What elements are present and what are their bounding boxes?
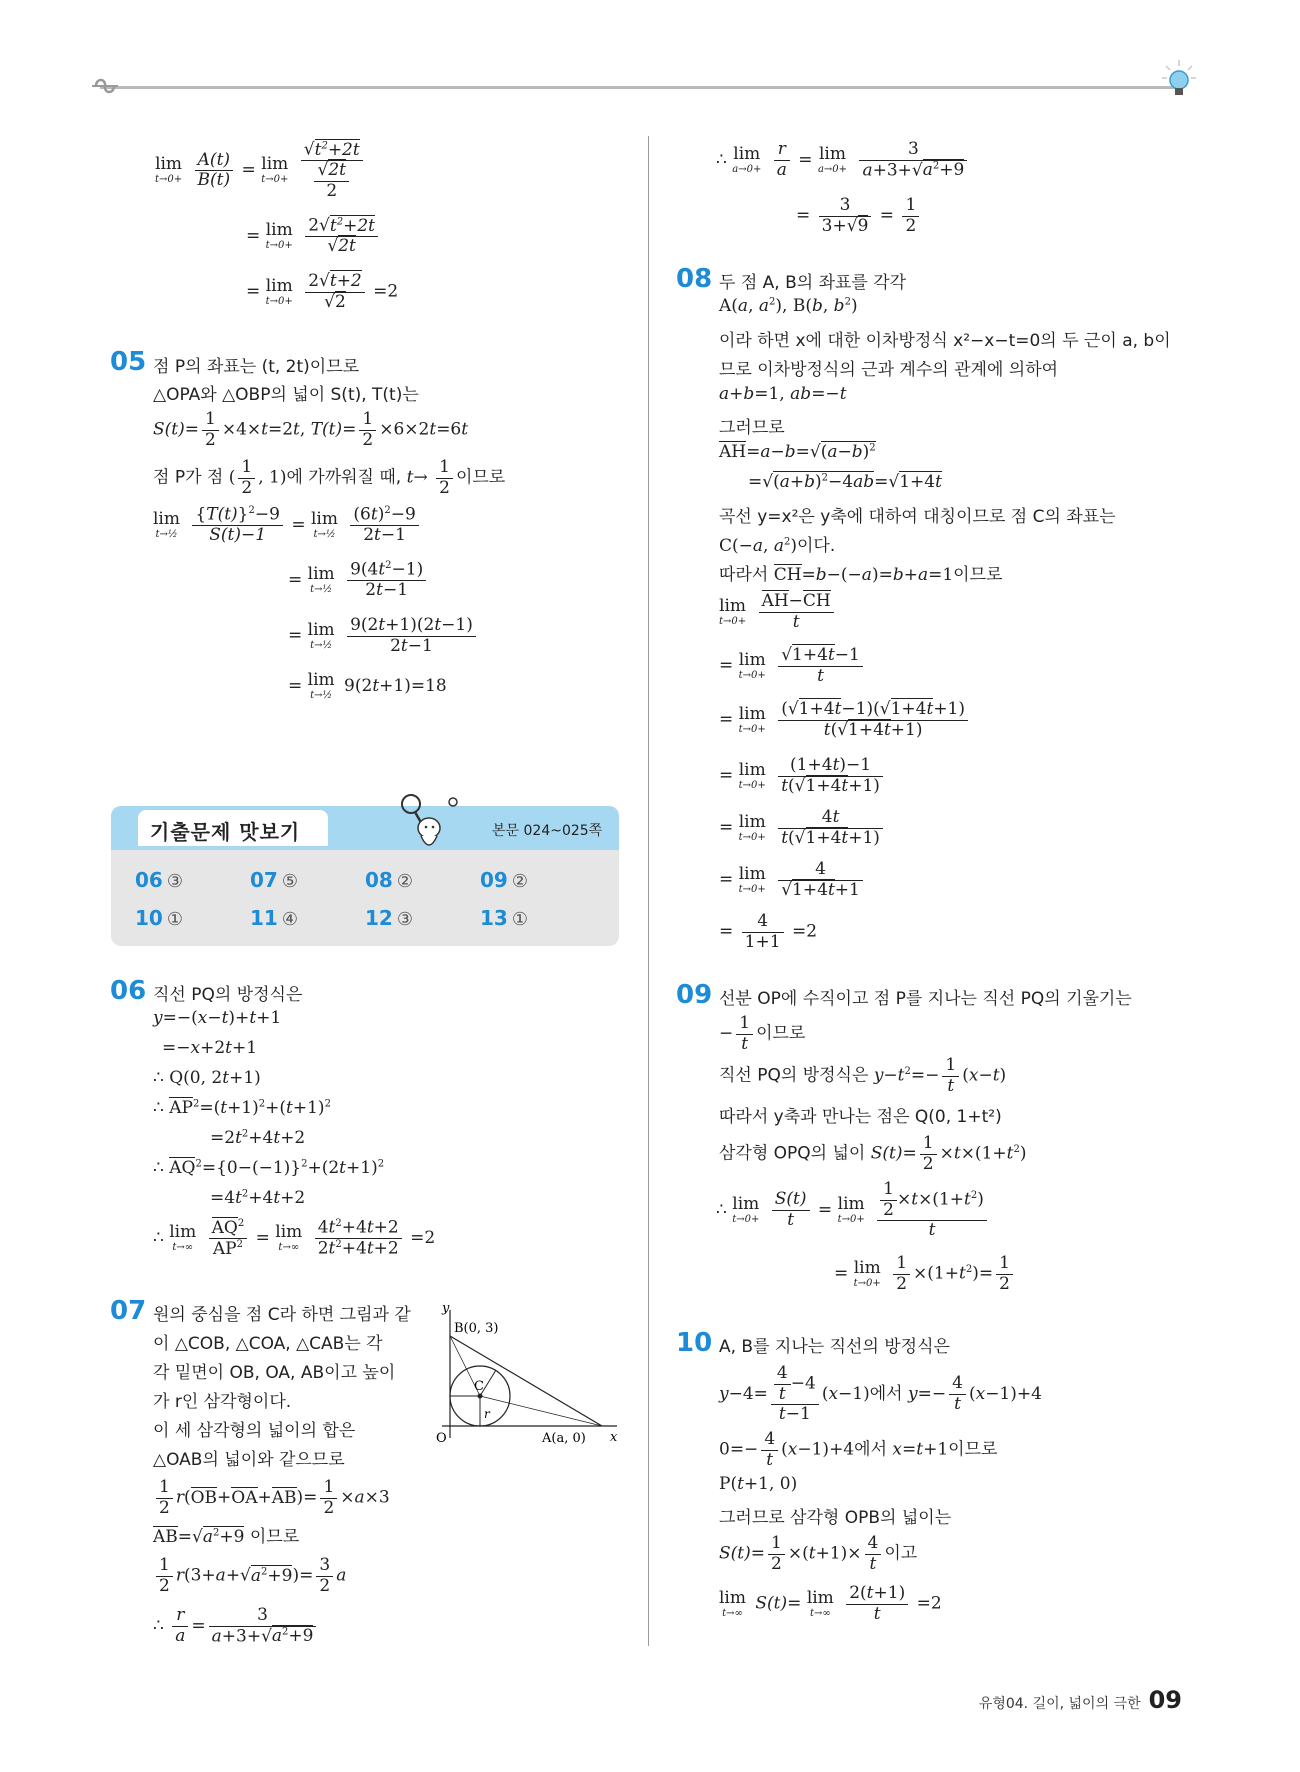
p07-text-2: 이 △COB, △COA, △CAB는 각 <box>153 1334 383 1354</box>
p06-eq-1: y=−(x−t)+t+1 <box>153 1008 282 1028</box>
lightbulb-icon <box>1162 60 1196 100</box>
p06-eq-4: ∴ $AP^2=(t+1)^2+(t+1)^2$ <box>153 1098 331 1118</box>
p08-lim-1: lim t→0+ $\frac{AH-CH}{t}$ <box>719 592 837 632</box>
p09-number: 09 <box>676 980 713 1010</box>
p08-text-4: 그러므로 <box>719 418 785 438</box>
p08-lim-4: = lim t→0+ $\frac{(1+4t)-1}{t(√1+4t+1)}$ <box>719 756 886 796</box>
p08-ch: 따라서 CH=b−(−a)=b+a=1이므로 <box>719 565 1003 585</box>
p09-line-eq: 직선 PQ의 방정식은 $y-t^2=-$ $\frac{1}{t}$ (x−t) <box>719 1055 1007 1096</box>
p07-cont-2: = $\frac{3}{3+√9}$ = $\frac{1}{2}$ <box>796 196 922 236</box>
mascot-tennis-icon <box>395 790 465 856</box>
p07-text-6: △OAB의 넓이와 같으므로 <box>153 1450 345 1470</box>
p06-eq-6: ∴ $AQ^2=\{0-(-1)\}^2+(2t+1)^2$ <box>153 1158 385 1178</box>
p08-lim-7: = $\frac{4}{1+1}$ =2 <box>719 911 818 952</box>
answer-box-title: 기출문제 맛보기 <box>150 820 301 844</box>
p08-text-1: 두 점 A, B의 좌표를 각각 <box>719 273 907 293</box>
p09-lim-1: ∴ lim t→0+ $\frac{S(t)}{t}$ = lim t→0+ $\frac{1}{2}$ $\times t\times(1+t^2)$ t <box>716 1180 990 1241</box>
p07-eq-2: $AB=√a^2+9$ 이므로 <box>153 1527 300 1547</box>
fig-b-label: B(0, 3) <box>454 1321 499 1336</box>
p05-lim-1: lim t→½ $\frac{\{T(t)\}^2-9}{S(t)-1}$ = lim t→½ $\frac{(6t)^2-9}{2t-1}$ <box>153 505 422 546</box>
p07-eq-3: $\frac{1}{2}$ $r(3+a+√a^2+9)=$ $\frac{3}{2}$ a <box>153 1556 346 1596</box>
p04-line2: = lim t→0+ $\frac{2√t^2+2t}{√2t}$ <box>246 216 381 257</box>
p10-intercept: 0=− $\frac{4}{t}$ (x−1)+4에서 x=t+1이므로 <box>719 1429 998 1470</box>
answer-07: 07 ⑤ <box>250 868 298 892</box>
p06-eq-2: =−x+2t+1 <box>162 1038 258 1058</box>
p08-lim-2: = lim t→0+ $\frac{√1+4t-1}{t}$ <box>719 646 866 686</box>
p09-lim-2: = lim t→0+ $\frac{1}{2}$ $\times(1+t^2)=$ $\frac{1}{2}$ <box>834 1254 1016 1294</box>
answer-09: 09 ② <box>480 868 528 892</box>
p08-lim-3: = lim t→0+ $\frac{(√1+4t-1)(√1+4t+1)}{t(√1+4t+1)}$ <box>719 700 971 740</box>
p06-eq-7: $=4t^2+4t+2$ <box>210 1188 306 1208</box>
p05-text-1: 점 P의 좌표는 (t, 2t)이므로 <box>153 357 360 377</box>
p05-lim-2: = lim t→½ $\frac{9(4t^2-1)}{2t-1}$ <box>288 560 429 601</box>
p06-number: 06 <box>110 976 147 1006</box>
p10-point-p: P(t+1, 0) <box>719 1474 798 1494</box>
p08-ah-1: $AH=a-b=√(a-b)^2$ <box>719 442 876 462</box>
p05-number: 05 <box>110 347 147 377</box>
p05-area-formula: S(t)= $\frac{1}{2}$ ×4×t=2t, T(t)= $\frac{1}{2}$ ×6×2t=6t <box>153 409 469 450</box>
p07-text-5: 이 세 삼각형의 넓이의 합은 <box>153 1421 356 1441</box>
p04-line3: = lim t→0+ $\frac{2√t+2}{√2}$ =2 <box>246 271 399 312</box>
column-divider <box>648 136 649 1646</box>
fig-y-label: y <box>442 1301 450 1316</box>
page-footer <box>979 1686 1182 1714</box>
p08-vieta: a+b=1, ab=−t <box>719 384 847 404</box>
answer-06: 06 ③ <box>135 868 183 892</box>
p07-text-3: 각 밑면이 OB, OA, AB이고 높이 <box>153 1363 396 1383</box>
p10-area: S(t)= $\frac{1}{2}$ ×(t+1)× $\frac{4}{t}$ 이고 <box>719 1533 918 1574</box>
p07-eq-4: ∴ $\frac{r}{a}$ = $\frac{3}{a+3+√a^2+9}$ <box>153 1606 319 1647</box>
p06-eq-3: ∴ Q(0, 2t+1) <box>153 1068 261 1088</box>
p10-text-1: A, B를 지나는 직선의 방정식은 <box>719 1337 950 1357</box>
ribbon-knot-icon <box>92 76 118 96</box>
p08-text-3: 므로 이차방정식의 근과 계수의 관계에 의하여 <box>719 360 1059 380</box>
page-number: 09 <box>1148 1686 1182 1714</box>
answer-box-reference: 본문 024~025쪽 <box>492 823 603 839</box>
answer-13: 13 ① <box>480 906 528 930</box>
p07-cont-1: ∴ lim a→0+ $\frac{r}{a}$ = lim a→0+ $\frac{3}{a+3+√a^2+9}$ <box>716 140 970 181</box>
fig-x-label: x <box>610 1430 618 1445</box>
answer-12: 12 ③ <box>365 906 413 930</box>
p06-text-1: 직선 PQ의 방정식은 <box>153 985 303 1005</box>
p09-area: 삼각형 OPQ의 넓이 S(t)= $\frac{1}{2}$ $\times t\times(1+t^2)$ <box>719 1133 1027 1174</box>
fig-r-label: r <box>484 1407 490 1421</box>
p08-lim-5: = lim t→0+ $\frac{4t}{t(√1+4t+1)}$ <box>719 808 886 848</box>
answer-11: 11 ④ <box>250 906 298 930</box>
p08-text-5: 곡선 y=x²은 y축에 대하여 대칭이므로 점 C의 좌표는 <box>719 507 1116 527</box>
p07-number: 07 <box>110 1296 147 1326</box>
p05-approach: 점 P가 점 ( $\frac{1}{2}$ , 1)에 가까워질 때, t→ $\frac{1}{2}$ 이므로 <box>153 457 506 498</box>
p10-text-4: 그러므로 삼각형 OPB의 넓이는 <box>719 1508 952 1528</box>
p07-text-1: 원의 중심을 점 C라 하면 그림과 같 <box>153 1305 411 1325</box>
fig-a-label: A(a, 0) <box>542 1431 586 1446</box>
p08-lim-6: = lim t→0+ $\frac{4}{√1+4t+1}$ <box>719 860 866 900</box>
fig-c-label: C <box>474 1379 484 1394</box>
p08-ah-2: $=√(a+b)^2-4ab=√1+4t$ <box>748 472 942 492</box>
p05-lim-4: = lim t→½ 9(2t+1)=18 <box>288 670 447 701</box>
p10-line-eq: y−4= $\frac{4}{t}$ −4 t−1 (x−1)에서 y=− $\frac{4}{t}$ (x−1)+4 <box>719 1363 1042 1425</box>
p05-text-2: △OPA와 △OBP의 넓이 S(t), T(t)는 <box>153 385 419 405</box>
p08-c-point: C(−a, $a^2$)이다. <box>719 536 836 556</box>
p09-text-4: 따라서 y축과 만나는 점은 Q(0, 1+t²) <box>719 1107 1002 1127</box>
p09-slope: − $\frac{1}{t}$ 이므로 <box>719 1013 806 1054</box>
p10-number: 10 <box>676 1328 713 1358</box>
top-rule <box>100 86 1175 89</box>
p06-eq-5: $=2t^2+4t+2$ <box>210 1128 306 1148</box>
answer-08: 08 ② <box>365 868 413 892</box>
p07-eq-1: $\frac{1}{2}$ r(OB+OA+AB)= $\frac{1}{2}$ ×a×3 <box>153 1478 390 1518</box>
p10-lim: lim t→∞ S(t)= lim t→∞ $\frac{2(t+1)}{t}$ =2 <box>719 1583 942 1624</box>
incircle-figure <box>432 1298 622 1448</box>
p05-lim-3: = lim t→½ $\frac{9(2t+1)(2t-1)}{2t-1}$ <box>288 616 479 656</box>
p08-points: A(a, $a^2$), B(b, $b^2$) <box>719 296 858 316</box>
p06-eq-8: ∴ lim t→∞ $\frac{AQ^2}{AP^2}$ = lim t→∞ $\frac{4t^2+4t+2}{2t^2+4t+2}$ =2 <box>153 1217 436 1259</box>
fig-origin-label: O <box>436 1431 447 1446</box>
answer-10: 10 ① <box>135 906 183 930</box>
p04-line1: lim t→0+ $\frac{A(t)}{B(t)}$ = lim t→0+ $\frac{√t^2+2t}{\frac{√2t}{2}}$ <box>155 140 366 201</box>
p07-text-4: 가 r인 삼각형이다. <box>153 1392 292 1412</box>
footer-section-title: 유형04. 길이, 넓이의 극한 <box>978 1696 1141 1712</box>
p09-text-1: 선분 OP에 수직이고 점 P를 지나는 직선 PQ의 기울기는 <box>719 989 1132 1009</box>
p08-number: 08 <box>676 264 713 294</box>
p08-text-2: 이라 하면 x에 대한 이차방정식 x²−x−t=0의 두 근이 a, b이 <box>719 331 1171 351</box>
